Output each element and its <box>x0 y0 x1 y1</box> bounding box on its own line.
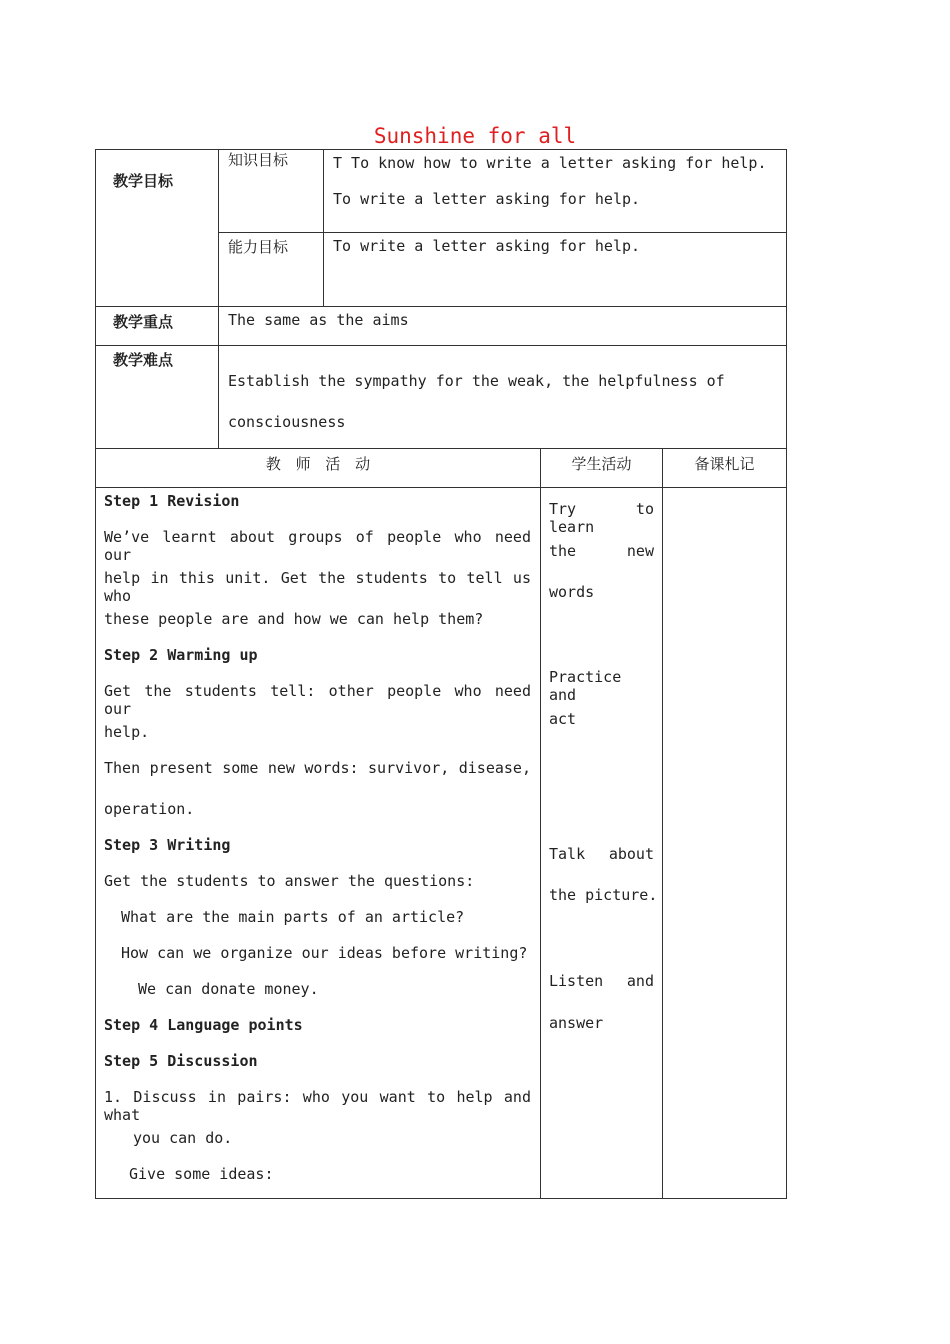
difficulties-text: consciousness <box>228 413 346 431</box>
step-text: Give some ideas: <box>129 1165 274 1183</box>
row-divider <box>218 232 786 233</box>
student-activity-text: Talk about <box>549 845 654 863</box>
step-heading: Step 1 Revision <box>104 492 240 510</box>
student-activity-text: Try to learn <box>549 500 654 536</box>
step-text: operation. <box>104 800 195 818</box>
objectives-label: 教学目标 <box>113 172 174 190</box>
step-text: How can we organize our ideas before writing? <box>121 944 528 962</box>
knowledge-objective-label: 知识目标 <box>228 151 289 169</box>
column-divider <box>662 448 663 1199</box>
ability-objective-text: To write a letter asking for help. <box>333 237 641 255</box>
column-divider <box>218 149 219 449</box>
row-divider <box>95 345 787 346</box>
student-activity-header: 学生活动 <box>571 455 632 473</box>
row-divider <box>95 448 787 449</box>
step-heading: Step 5 Discussion <box>104 1052 258 1070</box>
ability-objective-label: 能力目标 <box>228 238 289 256</box>
student-activity-text: act <box>549 710 577 728</box>
student-activity-text: the picture. <box>549 886 658 904</box>
step-heading: Step 4 Language points <box>104 1016 303 1034</box>
step-text: 1. Discuss in pairs: who you want to help and what <box>104 1088 531 1124</box>
key-points-text: The same as the aims <box>228 311 409 329</box>
student-activity-text: words <box>549 583 595 601</box>
difficulties-text: Establish the sympathy for the weak, the helpfulness of <box>228 372 725 390</box>
lesson-notes-header: 备课札记 <box>694 455 755 473</box>
student-activity-text: Listen and <box>549 972 654 990</box>
difficulties-label: 教学难点 <box>113 351 174 369</box>
step-text: We’ve learnt about groups of people who need our <box>104 528 531 564</box>
step-text: you can do. <box>133 1129 233 1147</box>
column-divider <box>540 448 541 1199</box>
step-text: What are the main parts of an article? <box>121 908 465 926</box>
row-divider <box>95 306 787 307</box>
knowledge-objective-text: T To know how to write a letter asking for help. <box>333 154 767 172</box>
step-text: these people are and how we can help them? <box>104 610 484 628</box>
student-activity-text: the new <box>549 542 654 560</box>
row-divider <box>95 487 787 488</box>
step-text: Get the students to answer the questions: <box>104 872 475 890</box>
column-divider <box>323 149 324 307</box>
step-text: Get the students tell: other people who need our <box>104 682 531 718</box>
key-points-label: 教学重点 <box>113 313 174 331</box>
student-activity-text: Practice and <box>549 668 622 704</box>
step-text: help. <box>104 723 150 741</box>
document-title: Sunshine for all <box>373 124 577 148</box>
knowledge-objective-text: To write a letter asking for help. <box>333 190 641 208</box>
step-heading: Step 3 Writing <box>104 836 231 854</box>
step-text: help in this unit. Get the students to tell us who <box>104 569 531 605</box>
step-text: Then present some new words: survivor, disease, <box>104 759 531 777</box>
step-text: We can donate money. <box>138 980 319 998</box>
student-activity-text: answer <box>549 1014 604 1032</box>
teacher-activity-header: 教 师 活 动 <box>265 455 371 473</box>
step-heading: Step 2 Warming up <box>104 646 258 664</box>
